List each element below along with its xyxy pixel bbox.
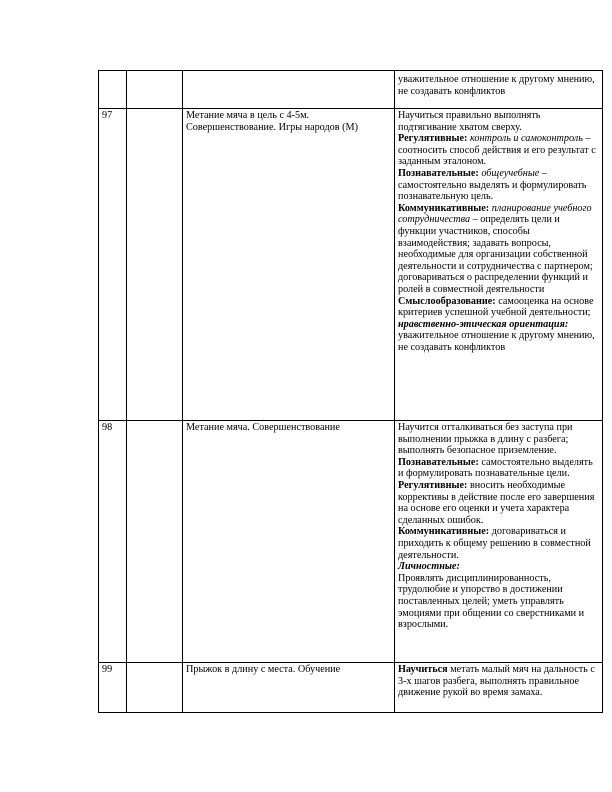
empty-cell — [127, 663, 183, 713]
regulatory-text: вносить необходимые коррективы в действие после его завершения на основе его оценки и учета характера сделанных ошибок. — [398, 479, 595, 526]
regulatory-label: Регулятивные: — [398, 133, 468, 145]
sense-text: самооценка на основе критериев успешной учебной деятельности; — [398, 295, 594, 319]
outcome-text: метать малый мяч на дальность с 3-х шагов разбега, выполнять правильное движение рукой во время замаха. — [398, 664, 595, 699]
cognitive-type: общеучебные – — [481, 167, 547, 179]
competencies-cell — [395, 421, 603, 663]
empty-cell — [127, 109, 183, 421]
table-row — [99, 109, 603, 421]
communicative-block — [398, 203, 599, 296]
competencies-cell — [395, 663, 603, 713]
cognitive-text: самостоятельно выделять и формулировать познавательные цели. — [398, 456, 593, 480]
lesson-topic-cell: Прыжок в длину с места. Обучение — [183, 663, 395, 713]
regulatory-block — [398, 480, 599, 526]
outcome-text: Научится отталкиваться без заступа при выполнении прыжка в длину с разбега; выполнять безопасное приземление. — [398, 422, 573, 457]
lesson-number-cell — [99, 71, 127, 109]
lesson-topic-cell — [183, 71, 395, 109]
communicative-text: определять цели и функции участников, способы взаимодействия; задавать вопросы, необходимые для организации собственной деятельности и сотрудничества с партнером; договариваться о распределении функций и ролей в совместной деятельности — [398, 214, 593, 295]
cognitive-block — [398, 457, 599, 480]
communicative-block — [398, 526, 599, 561]
competencies-cell — [395, 71, 603, 109]
regulatory-label: Регулятивные: — [398, 479, 468, 491]
cognitive-block — [398, 168, 599, 203]
personal-block — [398, 296, 599, 354]
communicative-type: планирование учебного сотрудничества – — [398, 202, 592, 226]
lesson-plan-table — [98, 70, 603, 713]
personal-text: Проявлять дисциплинированность, трудолюбие и упорство в достижении поставленных целей; уметь управлять эмоциями при общении со сверстниками и взрослыми. — [398, 572, 585, 631]
communicative-text: договариваться и приходить к общему решению в совместной деятельности. — [398, 526, 591, 561]
regulatory-text: соотносить способ действия и его результат с заданным эталоном. — [398, 144, 596, 168]
lesson-number-cell: 97 — [99, 109, 127, 421]
table-row — [99, 71, 603, 109]
communicative-label: Коммуникативные: — [398, 202, 490, 214]
regulatory-block — [398, 133, 599, 168]
cognitive-text: самостоятельно выделять и формулировать познавательную цель. — [398, 179, 587, 203]
moral-label: нравственно-этическая ориентация: — [398, 318, 569, 330]
empty-cell — [127, 421, 183, 663]
table-row — [99, 421, 603, 663]
lesson-number-cell: 99 — [99, 663, 127, 713]
sense-label: Смыслообразование: — [398, 295, 496, 307]
outcome-text: Научиться правильно выполнять подтягивание хватом сверху. — [398, 110, 541, 133]
lesson-topic-cell: Метание мяча. Совершенствование — [183, 421, 395, 663]
moral-text: уважительное отношение к другому мнению, не создавать конфликтов — [398, 330, 595, 353]
outcome-lead: Научиться — [398, 664, 448, 675]
lesson-number-cell: 98 — [99, 421, 127, 663]
table-row — [99, 663, 603, 713]
lesson-topic-cell: Метание мяча в цель с 4-5м. Совершенствование. Игры народов (М) — [183, 109, 395, 421]
regulatory-type: контроль и самоконтроль – — [469, 133, 591, 145]
personal-label: Личностные: — [398, 561, 460, 573]
cognitive-label: Познавательные: — [398, 456, 479, 468]
communicative-label: Коммуникативные: — [398, 526, 490, 538]
empty-cell — [127, 71, 183, 109]
competency-text: уважительное отношение к другому мнению, не создавать конфликтов — [398, 74, 595, 97]
cognitive-label: Познавательные: — [398, 167, 479, 179]
competencies-cell — [395, 109, 603, 421]
